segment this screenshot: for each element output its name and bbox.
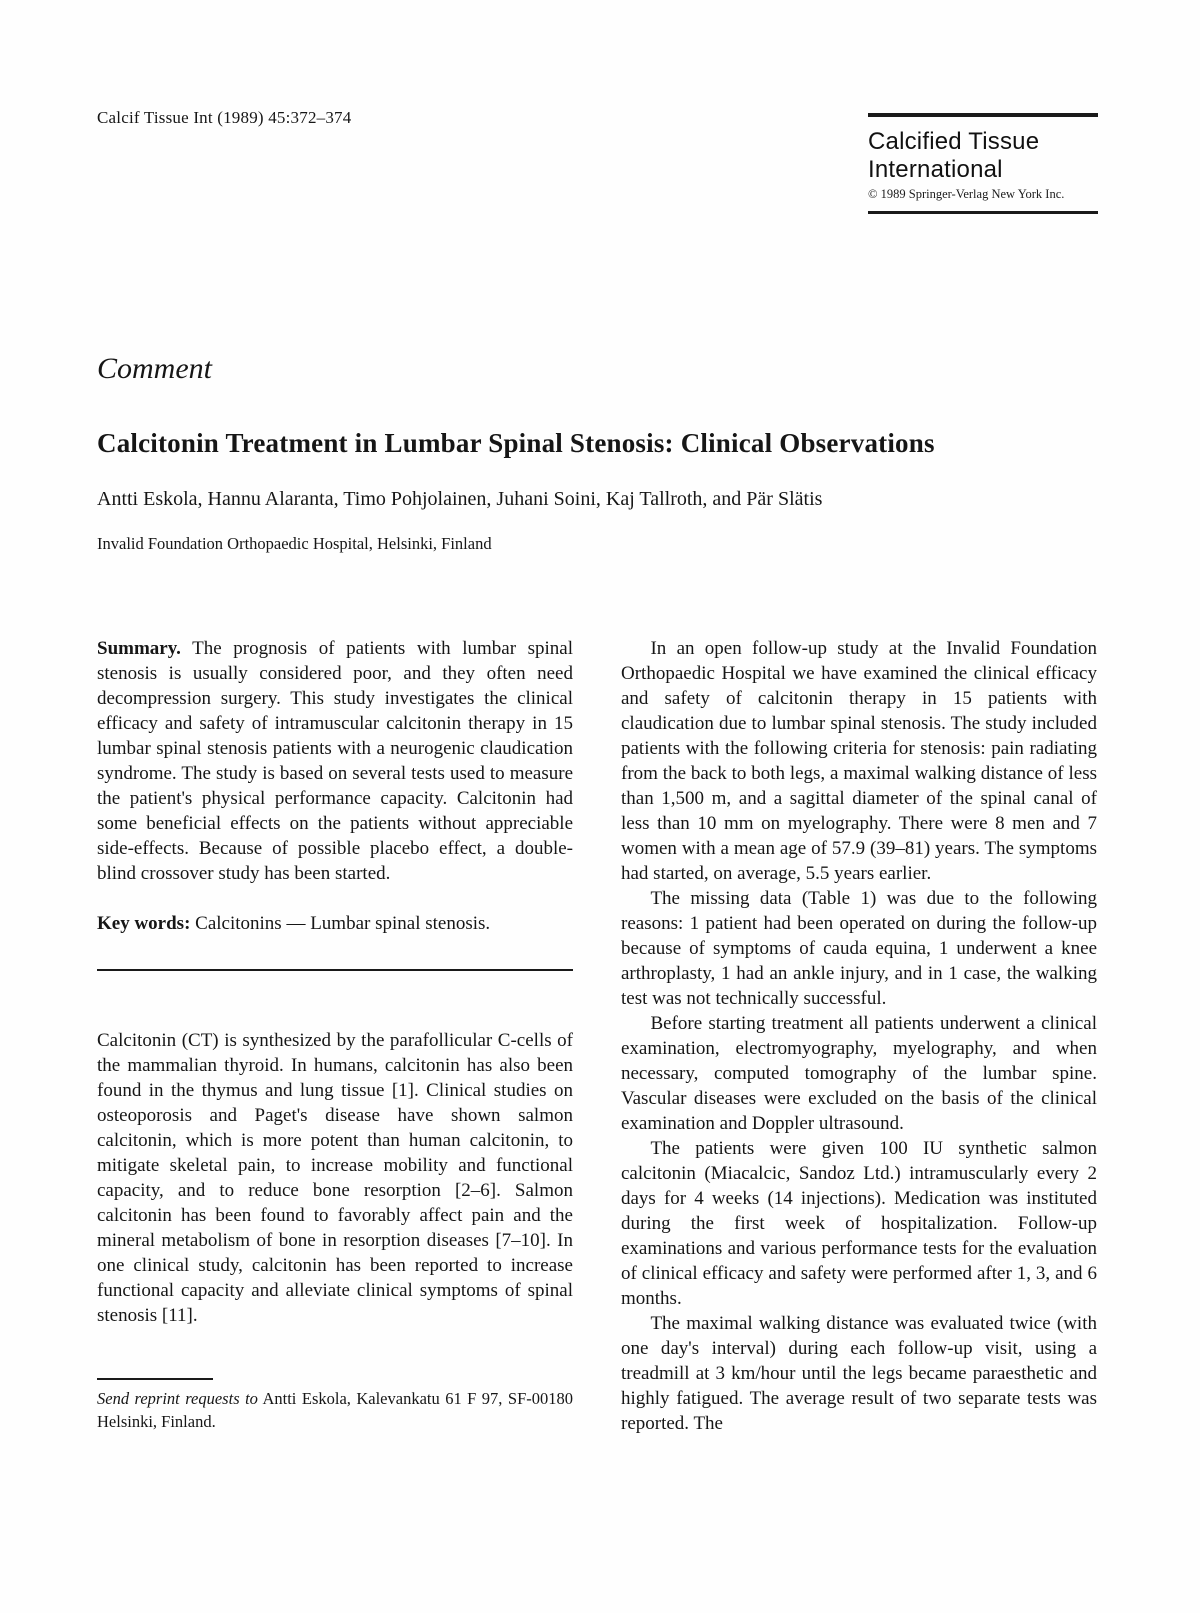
journal-citation: Calcif Tissue Int (1989) 45:372–374 xyxy=(97,108,352,127)
intro-paragraph: Calcitonin (CT) is synthesized by the parafollicular C-cells of the mammalian thyroid. In humans, calcitonin has also been found in the thymus and lung tissue [1]. Clinical studies on osteoporosis and Paget's disease have shown salmon calcitonin, which is more potent than human calcitonin, to mitigate skeletal pain, to increase mobility and functional capacity, and to reduce bone resorption [2–6]. Salmon calcitonin has been found to favorably affect pain and the mineral metabolism of bone in resorption diseases [7–10]. In one clinical study, calcitonin has been reported to increase functional capacity and alleviate clinical symptoms of spinal stenosis [11]. xyxy=(97,1030,573,1326)
body-paragraph: In an open follow-up study at the Invalid Foundation Orthopaedic Hospital we have examined the clinical efficacy and safety of calcitonin therapy in 15 patients with claudication due to lumbar spinal stenosis. The study included patients with the following criteria for stenosis: pain radiating from the back to both legs, a maximal walking distance of less than 1,500 m, and a sagittal diameter of the spinal canal of less than 10 mm on myelography. There were 8 men and 7 women with a mean age of 57.9 (39–81) years. The symptoms had started, on average, 5.5 years earlier. xyxy=(621,638,1097,884)
right-column xyxy=(621,636,1097,1436)
journal-name xyxy=(868,128,1098,184)
left-column xyxy=(97,636,573,1436)
reprint-footnote xyxy=(97,1378,573,1433)
footnote-body: Antti Eskola, Kalevankatu 61 F 97, SF-00180 Helsinki, Finland. xyxy=(97,1389,573,1431)
summary-paragraph xyxy=(97,636,573,886)
footnote-lead: Send reprint requests to xyxy=(97,1389,258,1408)
keywords-paragraph xyxy=(97,911,573,936)
journal-name-line1: Calcified Tissue xyxy=(868,128,1040,155)
footnote-rule xyxy=(97,1378,213,1380)
summary-label: Summary. xyxy=(97,638,181,659)
footnote-text xyxy=(97,1387,573,1433)
keywords-text: Calcitonins — Lumbar spinal stenosis. xyxy=(190,913,491,934)
summary-text: The prognosis of patients with lumbar spinal stenosis is usually considered poor, and they often need decompression surgery. This study investigates the clinical efficacy and safety of intramuscular calcitonin therapy in 15 lumbar spinal stenosis patients with a neurogenic claudication syndrome. The study is based on several tests used to measure the patient's physical performance capacity. Calcitonin had some beneficial effects on the patients without appreciable side-effects. Because of possible placebo effect, a double-blind crossover study has been started. xyxy=(97,638,573,884)
article-title: Calcitonin Treatment in Lumbar Spinal Stenosis: Clinical Observations xyxy=(97,428,935,458)
author-affiliation: Invalid Foundation Orthopaedic Hospital, Helsinki, Finland xyxy=(97,534,492,553)
two-column-body xyxy=(97,636,1097,1436)
column-divider-rule xyxy=(97,969,573,971)
keywords-label: Key words: xyxy=(97,913,191,934)
journal-copyright: © 1989 Springer-Verlag New York Inc. xyxy=(868,187,1065,201)
journal-masthead xyxy=(868,113,1098,214)
body-paragraph: The missing data (Table 1) was due to the following reasons: 1 patient had been operated on during the follow-up because of symptoms of cauda equina, 1 underwent a knee arthroplasty, 1 had an ankle injury, and in 1 case, the walking test was not technically successful. xyxy=(621,888,1097,1009)
body-paragraph: The maximal walking distance was evaluated twice (with one day's interval) during each follow-up visit, using a treadmill at 3 km/hour until the legs became paraesthetic and highly fatigued. The average result of two separate tests was reported. The xyxy=(621,1313,1097,1434)
body-paragraph: The patients were given 100 IU synthetic salmon calcitonin (Miacalcic, Sandoz Ltd.) intramuscularly every 2 days for 4 weeks (14 injections). Medication was instituted during the first week of hospitalization. Follow-up examinations and various performance tests for the evaluation of clinical efficacy and safety were performed after 1, 3, and 6 months. xyxy=(621,1138,1097,1309)
section-label: Comment xyxy=(97,352,212,385)
author-list: Antti Eskola, Hannu Alaranta, Timo Pohjolainen, Juhani Soini, Kaj Tallroth, and Pär Slätis xyxy=(97,488,823,510)
body-paragraph: Before starting treatment all patients underwent a clinical examination, electromyography, myelography, and when necessary, computed tomography of the lumbar spine. Vascular diseases were excluded on the basis of the clinical examination and Doppler ultrasound. xyxy=(621,1013,1097,1134)
journal-name-line2: International xyxy=(868,156,1003,183)
